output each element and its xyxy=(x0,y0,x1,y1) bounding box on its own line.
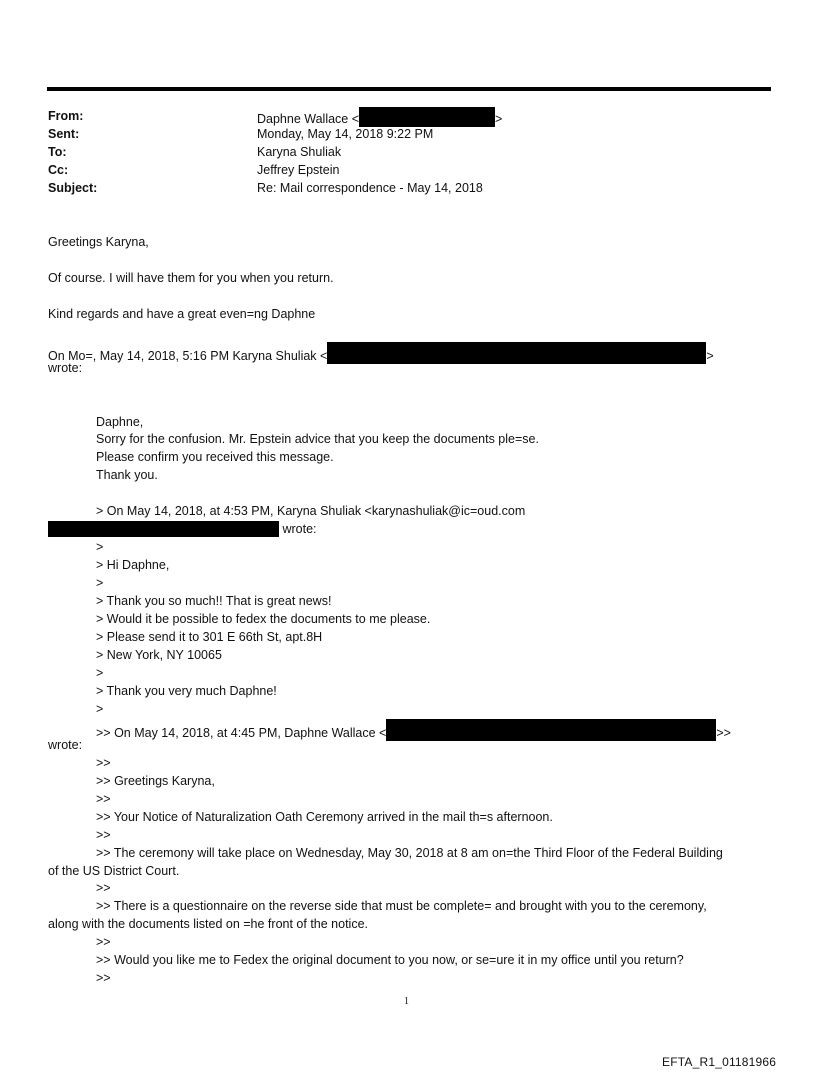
quote1-line: > Thank you very much Daphne! xyxy=(96,684,277,698)
quote2-line: >> xyxy=(96,828,111,842)
from-close: > xyxy=(495,112,503,126)
cc-label: Cc: xyxy=(48,163,69,177)
to-label: To: xyxy=(48,145,67,159)
quote2-line: >> Would you like me to Fedex the original document to you now, or se=ure it in my office until you return? xyxy=(96,953,684,967)
reply-line: Thank you. xyxy=(96,468,158,482)
subject-label: Subject: xyxy=(48,181,98,195)
document-id: EFTA_R1_01181966 xyxy=(662,1055,777,1069)
reply-line: Please confirm you received this message. xyxy=(96,450,334,464)
quote1-header: > On May 14, 2018, at 4:53 PM, Karyna Shuliak <karynashuliak@ic=oud.com xyxy=(96,504,526,518)
quote2-line: >> xyxy=(96,971,111,985)
reply-line: Sorry for the confusion. Mr. Epstein advice that you keep the documents ple=se. xyxy=(96,432,539,446)
quote2-header-text: >> On May 14, 2018, at 4:45 PM, Daphne Wallace < xyxy=(96,726,387,740)
redaction-box xyxy=(359,107,495,127)
quote1-line: > Please send it to 301 E 66th St, apt.8H xyxy=(96,630,323,644)
redaction-box xyxy=(48,521,279,537)
redaction-box xyxy=(327,342,706,364)
quote2-line: >> Your Notice of Naturalization Oath Ceremony arrived in the mail th=s afternoon. xyxy=(96,810,553,824)
from-name: Daphne Wallace < xyxy=(257,112,360,126)
quote2-line: >> xyxy=(96,881,111,895)
quote1-line: > Would it be possible to fedex the documents to me please. xyxy=(96,612,431,626)
quote1-wrote-line xyxy=(48,521,317,538)
subject-value: Re: Mail correspondence - May 14, 2018 xyxy=(257,181,483,195)
sent-value: Monday, May 14, 2018 9:22 PM xyxy=(257,127,434,141)
quote1-line: > xyxy=(96,702,104,716)
quote2-line: of the US District Court. xyxy=(48,864,180,878)
quote2-line: along with the documents listed on =he front of the notice. xyxy=(48,917,368,931)
quote-intro-text: On Mo=, May 14, 2018, 5:16 PM Karyna Shuliak < xyxy=(48,349,328,363)
quote2-line: >> There is a questionnaire on the reverse side that must be complete= and brought with you to the ceremony, xyxy=(96,899,707,913)
to-value: Karyna Shuliak xyxy=(257,145,342,159)
quote1-line: > xyxy=(96,576,104,590)
redaction-box xyxy=(386,719,716,741)
quote-intro-wrote: wrote: xyxy=(48,361,83,375)
quote-intro-close: > xyxy=(706,349,714,363)
quote2-wrote: wrote: xyxy=(48,738,83,752)
quote1-line: > xyxy=(96,666,104,680)
quote2-line: >> xyxy=(96,756,111,770)
quote1-wrote: wrote: xyxy=(282,522,317,536)
quote2-line: >> xyxy=(96,935,111,949)
body-line-2: Kind regards and have a great even=ng Daphne xyxy=(48,307,316,321)
quote2-header xyxy=(96,719,731,742)
header-rule xyxy=(47,87,771,91)
quote1-line: > Hi Daphne, xyxy=(96,558,170,572)
sent-label: Sent: xyxy=(48,127,80,141)
quote2-line: >> The ceremony will take place on Wednesday, May 30, 2018 at 8 am on=the Third Floor of the Federal Building xyxy=(96,846,723,860)
quote1-line: > New York, NY 10065 xyxy=(96,648,222,662)
quote2-header-close: >> xyxy=(716,726,731,740)
page-number: 1 xyxy=(404,996,409,1007)
quote1-line: > Thank you so much!! That is great news! xyxy=(96,594,332,608)
greeting: Greetings Karyna, xyxy=(48,235,149,249)
body-line-1: Of course. I will have them for you when you return. xyxy=(48,271,334,285)
cc-value: Jeffrey Epstein xyxy=(257,163,340,177)
from-label: From: xyxy=(48,109,84,123)
quote1-line: > xyxy=(96,540,104,554)
quote2-line: >> Greetings Karyna, xyxy=(96,774,215,788)
quote2-line: >> xyxy=(96,792,111,806)
reply-line: Daphne, xyxy=(96,415,144,429)
quote-intro xyxy=(48,342,714,365)
